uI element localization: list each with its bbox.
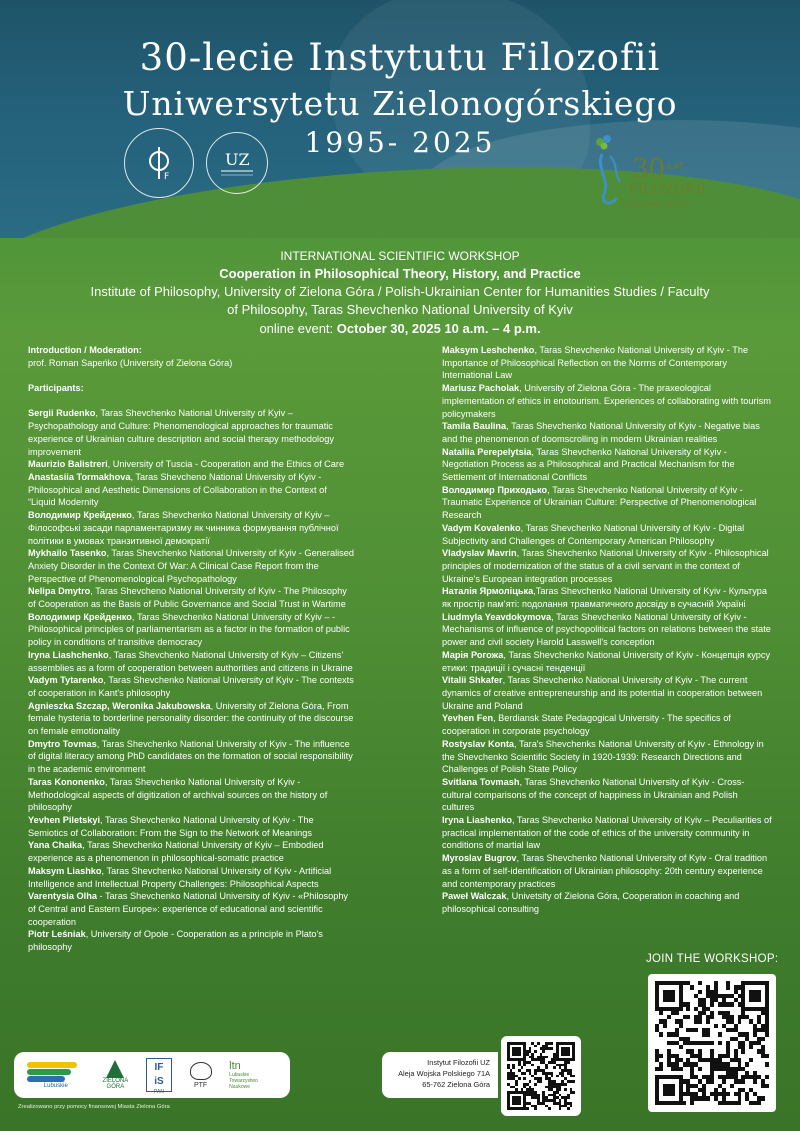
participant-name: Taras Kononenko xyxy=(28,776,105,787)
participant-talk: , Taras Shevchenko National University of Kyiv - The Importance of Philosophical Reflection on the Norms of Contemporary International Law xyxy=(442,345,749,381)
anniversary-lat: LAT xyxy=(668,162,685,172)
participant-name: Yevhen Fen xyxy=(442,713,494,724)
participant-talk: , Taras Shevchenko National University of Kyiv - Philosophical principles of modernization of the status of a civil servant in the context of Ukraine's European integration processes xyxy=(442,548,769,584)
title-line-1: 30-lecie Instytutu Filozofii xyxy=(139,36,661,79)
institute-logo xyxy=(124,128,194,198)
participant-name: Vladyslav Mavrin xyxy=(442,548,517,559)
participant-talk: , University of Opole - Cooperation as a principle in Plato's philosophy xyxy=(28,929,323,953)
participant-entry xyxy=(28,839,354,864)
zielona-gora-logo xyxy=(98,1060,132,1090)
ptf-logo xyxy=(186,1062,216,1089)
address-line-2: Aleja Wojska Polskiego 71A xyxy=(398,1069,490,1078)
participant-talk: , Taras Shevchenko National University of Kyiv - Generalised Anxiety Disorder in the Context Of War: A Clinical Case Report from the Perspective of Phenomenological Psychopathology xyxy=(28,548,354,584)
pan-label: PAN xyxy=(154,1089,164,1095)
participant-name: Володимир Приходько xyxy=(442,484,548,495)
zielona-gora-label: ZIELONA GÓRA xyxy=(102,1078,129,1090)
participant-talk: , Taras Shevchenko National University of Kyiv - The influence of digital literacy among PhD candidates on the formation of social responsibility in the academic environment xyxy=(28,738,353,775)
address-line-1: Instytut Filozofii UZ xyxy=(427,1058,490,1067)
participant-entry xyxy=(28,407,354,458)
participant-entry xyxy=(442,712,772,737)
participant-name: Володимир Крейденко xyxy=(28,510,132,521)
address-line-3: 65-762 Zielona Góra xyxy=(422,1080,490,1089)
participant-entry xyxy=(28,585,354,610)
participant-name: Наталія Ярмоліцька xyxy=(442,586,534,597)
participant-entry xyxy=(442,446,772,484)
participant-name: Mariusz Pacholak xyxy=(442,383,520,394)
participant-name: Vadym Kovalenko xyxy=(442,522,521,533)
participant-talk: , Taras Shevchenko National University of Kyiv - Digital Subjectivity and Challenges of Contemporary American Philosophy xyxy=(442,522,745,546)
participant-entry xyxy=(28,471,354,509)
participant-talk: - Taras Shevchenko National University of Kyiv - «Philosophy of Central and Eastern Europe»: experience of educational and scientific cooperation xyxy=(28,891,349,927)
participant-name: Anastasiia Tormakhova xyxy=(28,472,131,482)
ltn-logo xyxy=(229,1060,277,1090)
participant-name: Nataliia Perepelytsia xyxy=(442,446,532,457)
participant-entry xyxy=(28,814,354,839)
join-label: JOIN THE WORKSHOP: xyxy=(646,953,779,965)
workshop-organizers-1: Institute of Philosophy, University of Zielona Góra / Polish-Ukrainian Center for Humanities Studies / Faculty xyxy=(90,284,710,299)
participant-talk: , Taras Shevchenko National University of Kyiv – Peculiarities of practical implementation of the code of ethics of the university community in conditions of martial law xyxy=(442,815,772,851)
participant-entry xyxy=(442,890,772,915)
participant-talk: , Taras Shevchenko National University of Kyiv - Traumatic Experience of Ukrainian Culture: Perspective of Phenomenological Research xyxy=(442,484,757,521)
participant-talk: , Taras Shevchenko National University of Kyiv - Artificial Intelligence and Intellectual Property Challenges: Philosophical Aspects xyxy=(28,865,332,889)
participant-name: Piotr Leśniak xyxy=(28,929,86,940)
participant-talk: , Berdiansk State Pedagogical University - The specifics of cooperation in corporate psychology xyxy=(442,713,731,737)
participant-talk: , University of Zielona Góra - The praxeological implementation of ethics in enotourism. Experiences of collaborating with tourism policymakers xyxy=(442,383,771,419)
address-box xyxy=(382,1052,498,1098)
participant-talk: , Taras Shevchenko National University of Kyiv - The current dynamics of creative entrepreneurship and its potential in cooperation between Ukraine and Poland xyxy=(442,675,763,711)
participant-name: Dmytro Tovmas xyxy=(28,738,97,749)
participant-name: Varentysia Olha xyxy=(28,891,97,902)
ltn-text: Lubuskie Towarzystwo Naukowe xyxy=(229,1072,258,1090)
participant-entry xyxy=(442,547,772,585)
owl-icon xyxy=(190,1062,212,1080)
event-prefix: online event: xyxy=(259,321,337,336)
ifis-top: IF xyxy=(154,1062,164,1073)
participant-entry xyxy=(442,814,772,852)
participant-talk: , Taras Shevchenko National University of Kyiv – Citizens’ assemblies as a form of cooperation between authorities and citizens in Ukraine xyxy=(28,649,353,673)
participant-talk: , Taras Shevchenko National University of Kyiv – Psychopathology and Culture: Phenomenological approaches for traumatic experience of Ukrainian culture description and social therapy methodology improvement xyxy=(28,408,334,457)
participant-name: Nelipa Dmytro xyxy=(28,586,91,597)
participant-entry xyxy=(28,547,354,585)
participant-talk: , Univetsity of Zielona Góra, Cooperation in coaching and philosophical consulting xyxy=(442,891,740,914)
participant-entry xyxy=(442,484,772,522)
participant-talk: , Taras Shevchenko National University of Kyiv - The Semiotics of Collaboration: From the Sign to the Network of Meanings xyxy=(28,814,314,838)
ltn-mark: ltn xyxy=(229,1060,241,1072)
svg-text:F: F xyxy=(164,172,170,182)
participant-name: Yevhen Piletskyi xyxy=(28,814,101,825)
join-qr-code[interactable] xyxy=(648,974,776,1112)
participant-talk: , Taras Shevchenko National University of Kyiv - The contexts of cooperation in Kant's philosophy xyxy=(28,675,354,698)
phi-icon xyxy=(137,141,181,185)
participants-right-column xyxy=(442,344,772,916)
participant-name: Yana Chaika xyxy=(28,840,83,851)
workshop-organizers-2: of Philosophy, Taras Shevchenko National University of Kyiv xyxy=(227,302,573,317)
workshop-name: Cooperation in Philosophical Theory, History, and Practice xyxy=(219,266,581,281)
ifis-bottom: iS xyxy=(154,1076,164,1087)
participant-talk: , Taras Shevchenko National University of Kyiv – Embodied experience as a phenomenon in philosophical-somatic practice xyxy=(28,840,324,864)
participant-entry xyxy=(442,776,772,814)
moderation-person: prof. Roman Sapeńko (University of Zielona Góra) xyxy=(28,357,233,368)
address-qr-code[interactable] xyxy=(501,1036,581,1116)
participant-name: Maurizio Balistreri xyxy=(28,459,108,470)
workshop-info xyxy=(30,248,770,338)
participant-entry xyxy=(28,509,354,547)
participant-name: Iryna Liashenko xyxy=(442,815,512,826)
participant-talk: , Tara's Shevchenks National University of Kyiv - Ethnology in the Shevchenko Scientific Society in 1920-1939: Research Directions and Challenges of Polish State Policy xyxy=(442,738,764,775)
years: 1995- 2025 xyxy=(304,126,496,159)
participant-name: Paweł Walczak xyxy=(442,891,507,902)
participant-talk: , Taras Shevchenko National University of Kyiv - Negotiation Process as a Philosophical and Practical Mechanism for the Settlement of International Conflicts xyxy=(442,446,735,483)
participant-entry xyxy=(442,649,772,674)
participant-entry xyxy=(442,344,772,382)
sponsor-logos xyxy=(14,1052,290,1098)
participant-name: Vitalii Shkafer xyxy=(442,675,503,686)
participant-entry xyxy=(28,700,354,738)
anniversary-logo xyxy=(590,134,710,224)
participant-name: Mykhailo Tasenko xyxy=(28,548,107,559)
participant-talk: , Taras Shevchenko National University of Kyiv - Methodological aspects of digitization of archival sources on the history of philosophy xyxy=(28,776,328,813)
participant-entry xyxy=(28,738,354,776)
participant-entry xyxy=(28,649,354,674)
workshop-event xyxy=(30,319,770,338)
svg-text:UZ: UZ xyxy=(225,150,250,169)
participant-entry xyxy=(442,611,772,649)
university-logo xyxy=(206,132,268,194)
participant-entry xyxy=(442,738,772,776)
anniversary-number: 30 xyxy=(632,154,666,184)
participant-entry xyxy=(28,776,354,814)
participant-name: Володимир Крейденко xyxy=(28,611,132,622)
participants-heading: Participants: xyxy=(28,383,84,394)
participant-talk: , Taras Shevchenko National University of Kyiv - Negative bias and the phenomenon of doomscrolling in modern Ukrainian realities xyxy=(442,421,760,444)
participant-entry xyxy=(28,458,354,471)
anniversary-word: FILOZOFII xyxy=(628,182,706,198)
funding-note: Zrealizowano przy pomocy finansowej Miasta Zielona Góra xyxy=(18,1104,170,1110)
header-banner xyxy=(0,0,800,238)
lubuskie-label: Lubuskie xyxy=(43,1083,68,1089)
participant-entry xyxy=(442,852,772,890)
participant-talk: , Taras Shevchenko National University of Kyiv – Філософські засади парламентаризму як чинника формування публічної політики в умовах транзитивної демократії xyxy=(28,510,339,546)
participant-name: Iryna Liashchenko xyxy=(28,649,109,660)
lubuskie-logo xyxy=(27,1061,85,1089)
participant-entry xyxy=(442,420,772,445)
title-line-2: Uniwersytetu Zielonogórskiego xyxy=(122,84,678,123)
participant-name: Maksym Liashko xyxy=(28,865,102,876)
participant-name: Vadym Tytarenko xyxy=(28,675,104,686)
participant-talk: , Taras Shevcheno National University of Kyiv - The Philosophy of Cooperation as the Basis of Public Governance and Social Trust in Wartime xyxy=(28,586,347,610)
participant-name: Марія Рогожа xyxy=(442,649,504,660)
participant-name: Myroslav Bugrov xyxy=(442,853,517,864)
participant-name: Rostyslav Konta xyxy=(442,738,514,749)
participants-left-column xyxy=(28,344,354,954)
workshop-type: INTERNATIONAL SCIENTIFIC WORKSHOP xyxy=(280,249,520,263)
participant-name: Agnieszka Szczap, Weronika Jakubowska xyxy=(28,700,211,711)
event-date: October 30, 2025 10 a.m. – 4 p.m. xyxy=(336,321,541,336)
participant-entry xyxy=(442,382,772,420)
moderation-heading: Introduction / Moderation: xyxy=(28,345,142,355)
participant-entry xyxy=(442,522,772,547)
participant-entry xyxy=(28,865,354,890)
participant-talk: , University of Zielona Góra, From female hysteria to borderline personality disorder: the continuity of the discourse on female emotionality xyxy=(28,700,354,737)
participant-entry xyxy=(442,674,772,712)
anniversary-place: W ZIELONEJ GÓRZE xyxy=(620,200,689,208)
participant-talk: , Taras Shevchenko National University of Kyiv - Oral tradition as a form of self-identification of Ukrainian philosophy: 20th century experience and contemporary practices xyxy=(442,853,768,889)
participant-talk: , Taras Shevchenko National University of Kyiv - Mechanisms of influence of psychopolitical factors on relations between the state power and civil society Harold Lasswell's conception xyxy=(442,611,771,648)
participant-talk: ,Taras Shevchenko National University of Kyiv - Культура як простір пам’яті: подолання травматичного досвіду в сучасній Україні xyxy=(442,586,767,610)
participant-entry xyxy=(442,585,772,610)
participant-talk: , Taras Shevcheno National University of Kyiv - Philosophical and Aesthetic Dimensions of Collaboration in the Context of “Liquid Modernity xyxy=(28,472,327,508)
participant-talk: , Taras Shevchenko National University of Kyiv - Cross-cultural comparisons of the concept of happiness in Ukrainian and Polish cultures xyxy=(442,776,745,813)
ifis-pan-logo xyxy=(146,1058,172,1095)
participant-entry xyxy=(28,890,354,928)
ptf-label: PTF xyxy=(193,1081,208,1089)
participant-name: Sergii Rudenko xyxy=(28,408,96,419)
participant-name: Svitlana Tovmash xyxy=(442,776,520,787)
participant-entry xyxy=(28,928,354,953)
participant-talk: , University of Tuscia - Cooperation and the Ethics of Care xyxy=(107,459,345,470)
participant-talk: , Taras Shevchenko National University of Kyiv – - Philosophical principles of parliamentarism as a factor in the formation of public policy in conditions of transitive democracy xyxy=(28,611,350,648)
participant-talk: , Taras Shevchenko National University of Kyiv - Концепція курсу етики: традиції і сучасні тенденції xyxy=(442,649,771,673)
participant-name: Tamila Baulina xyxy=(442,421,507,432)
participant-entry xyxy=(28,674,354,699)
participant-entry xyxy=(28,611,354,649)
participant-name: Maksym Leshchenko xyxy=(442,345,535,355)
participant-name: Liudmyla Yeavdokymova xyxy=(442,611,552,622)
uz-icon xyxy=(217,145,257,181)
